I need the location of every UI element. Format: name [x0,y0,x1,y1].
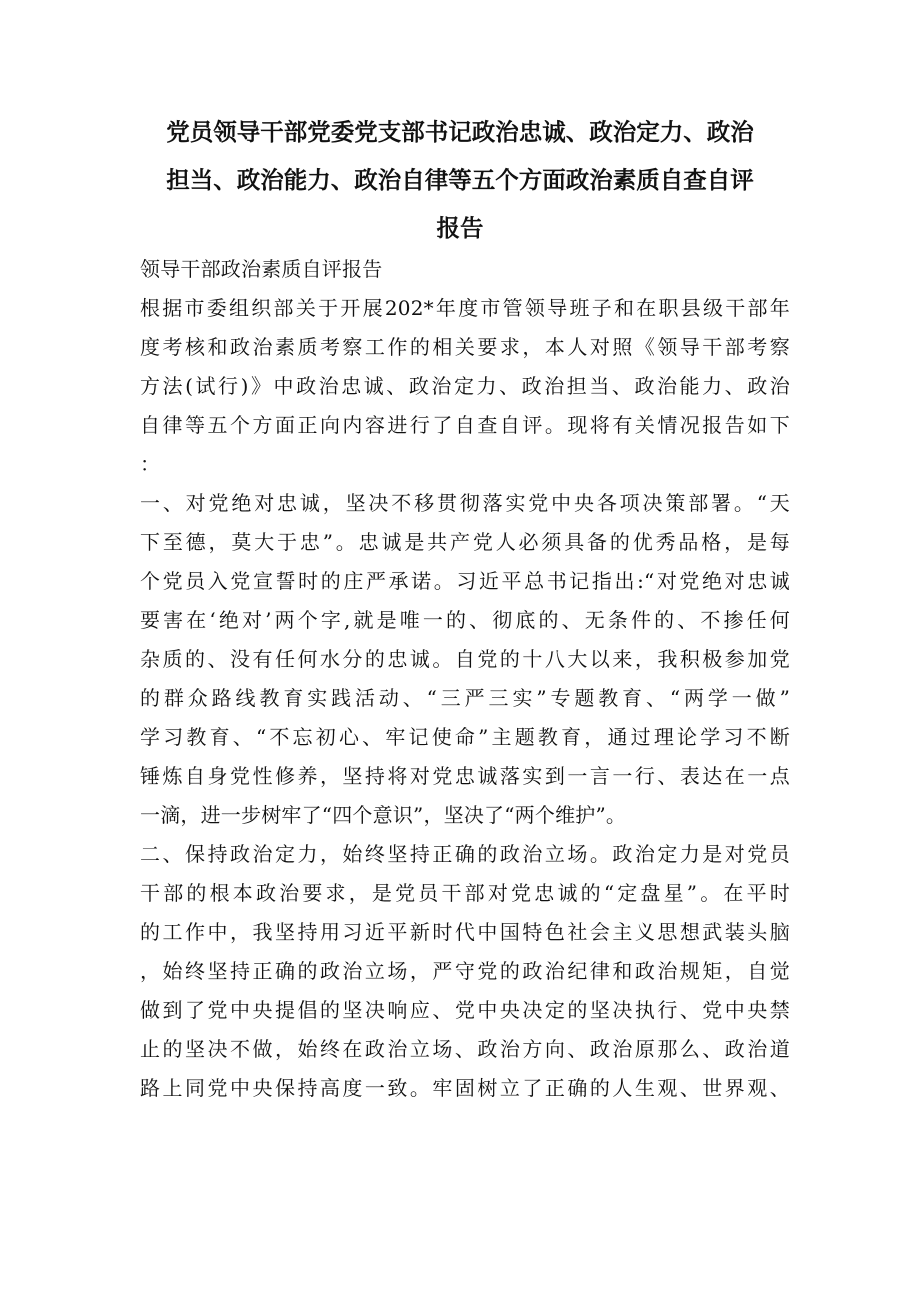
body-line: 锤炼自身党性修养，坚持将对党忠诚落实到一言一行、表达在一点 [140,764,790,788]
body-line: ： [140,452,161,476]
body-line: 二、保持政治定力，始终坚持正确的政治立场。政治定力是对党员 [140,842,790,866]
body-line: 干部的根本政治要求，是党员干部对党忠诚的“定盘星”。在平时 [140,881,790,905]
body-line: 度考核和政治素质考察工作的相关要求，本人对照《领导干部考察 [140,335,790,359]
body-line: 一、对党绝对忠诚，坚决不移贯彻落实党中央各项决策部署。“天 [140,491,790,515]
title-line: 党员领导干部党委党支部书记政治忠诚、政治定力、政治 [166,118,754,146]
body-line: 杂质的、没有任何水分的忠诚。自党的十八大以来，我积极参加党 [140,647,790,671]
subtitle: 领导干部政治素质自评报告 [140,257,383,281]
body-line: 路上同党中央保持高度一致。牢固树立了正确的人生观、世界观、 [140,1076,790,1100]
body-line: 要害在‘绝对’两个字,就是唯一的、彻底的、无条件的、不掺任何 [140,608,790,632]
body-line: 的群众路线教育实践活动、“三严三实”专题教育、“两学一做” [140,686,790,710]
body-line: 一滴，进一步树牢了“四个意识”，坚决了“两个维护”。 [140,803,627,827]
body-line: 做到了党中央提倡的坚决响应、党中央决定的坚决执行、党中央禁 [140,998,790,1022]
body-line: 个党员入党宣誓时的庄严承诺。习近平总书记指出:“对党绝对忠诚 [140,569,790,593]
title-line: 担当、政治能力、政治自律等五个方面政治素质自查自评 [166,166,754,194]
body-line: 方法(试行)》中政治忠诚、政治定力、政治担当、政治能力、政治 [140,374,790,398]
body-line: 止的坚决不做，始终在政治立场、政治方向、政治原那么、政治道 [140,1037,790,1061]
body-line: 根据市委组织部关于开展202*年度市管领导班子和在职县级干部年 [140,296,790,320]
title-line: 报告 [436,214,484,242]
body-line: 下至德，莫大于忠”。忠诚是共产党人必须具备的优秀品格，是每 [140,530,790,554]
body-line: 自律等五个方面正向内容进行了自查自评。现将有关情况报告如下 [140,413,790,437]
document-body [140,250,790,1108]
document-title [135,108,785,252]
body-line: ，始终坚持正确的政治立场，严守党的政治纪律和政治规矩，自觉 [140,959,790,983]
body-line: 学习教育、“不忘初心、牢记使命”主题教育，通过理论学习不断 [140,725,790,749]
body-line: 的工作中，我坚持用习近平新时代中国特色社会主义思想武装头脑 [140,920,790,944]
